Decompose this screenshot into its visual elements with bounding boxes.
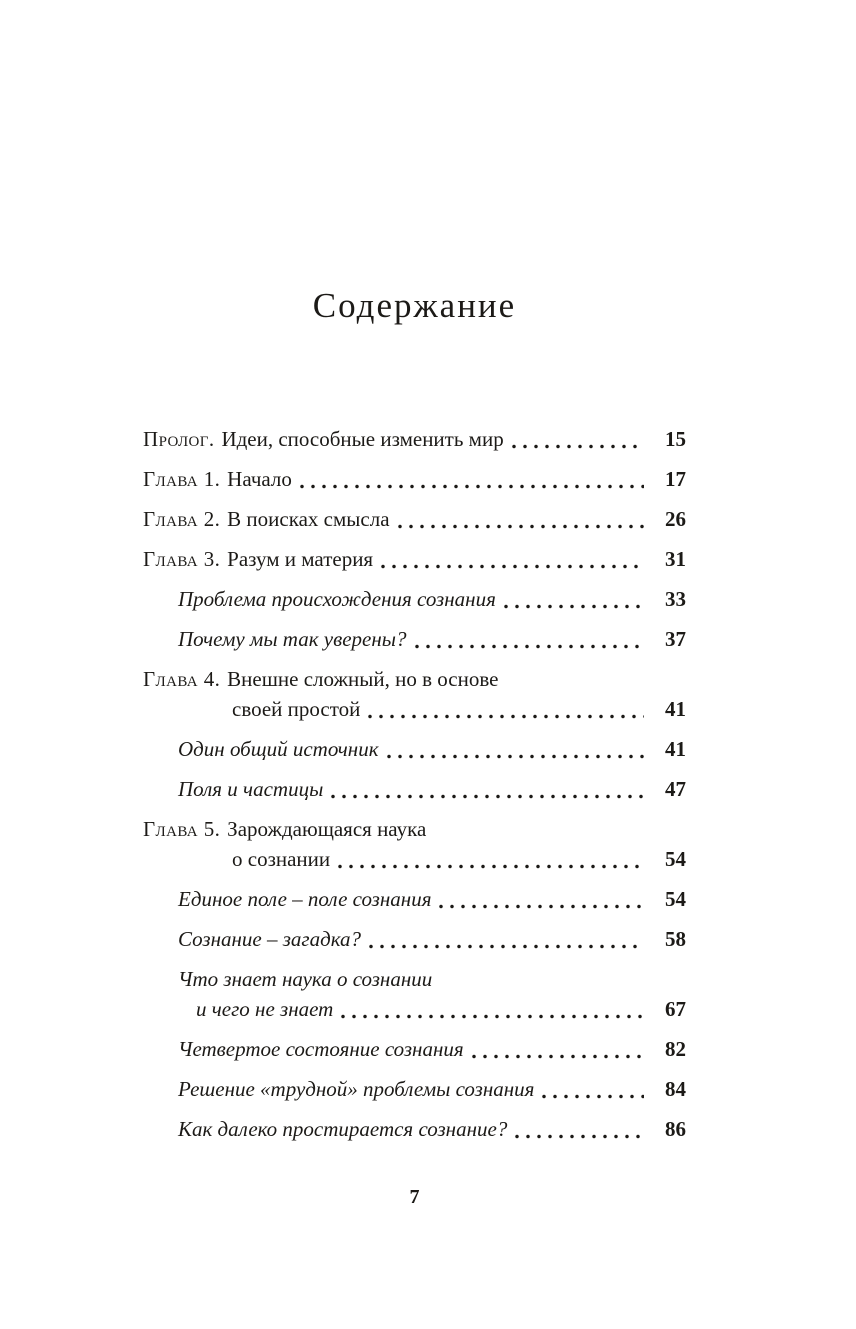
entry-page-number: 47 <box>665 777 686 801</box>
toc-line <box>143 884 686 914</box>
entry-text: В поисках смысла <box>227 507 390 531</box>
toc-line <box>143 994 686 1024</box>
toc-entry <box>143 624 686 654</box>
entry-text: Почему мы так уверены? <box>178 627 407 651</box>
dot-leader <box>387 754 644 759</box>
entry-page-number: 15 <box>665 427 686 451</box>
toc-entry <box>143 964 686 1024</box>
toc-entry <box>143 664 686 724</box>
toc-line <box>143 504 686 534</box>
dot-leader <box>515 1134 644 1139</box>
dot-leader <box>542 1094 644 1099</box>
toc-entry <box>143 814 686 874</box>
dot-leader <box>398 524 644 529</box>
entry-text: Начало <box>227 467 292 491</box>
toc-entry <box>143 504 686 534</box>
entry-prefix: Глава 4. <box>143 667 221 691</box>
dot-leader <box>331 794 644 799</box>
entry-text: Зарождающаяся наука <box>227 817 427 841</box>
dot-leader <box>341 1014 644 1019</box>
dot-leader <box>368 714 644 719</box>
toc-entry <box>143 544 686 574</box>
dot-leader <box>472 1054 644 1059</box>
toc-line <box>143 734 686 764</box>
entry-page-number: 17 <box>665 467 686 491</box>
entry-prefix: Пролог. <box>143 427 215 451</box>
toc-entry <box>143 1074 686 1104</box>
toc-list <box>143 424 686 1154</box>
entry-text: и чего не знает <box>196 997 334 1021</box>
toc-line <box>143 924 686 954</box>
entry-page-number: 58 <box>665 927 686 951</box>
dot-leader <box>504 604 644 609</box>
entry-page-number: 67 <box>665 997 686 1021</box>
toc-line <box>143 624 686 654</box>
entry-page-number: 33 <box>665 587 686 611</box>
entry-page-number: 84 <box>665 1077 686 1101</box>
entry-text: Как далеко простирается сознание? <box>178 1117 508 1141</box>
entry-prefix: Глава 5. <box>143 817 221 841</box>
toc-line <box>143 694 686 724</box>
dot-leader <box>439 904 644 909</box>
toc-entry <box>143 1034 686 1064</box>
toc-line <box>143 544 686 574</box>
toc-entry <box>143 464 686 494</box>
entry-text: Разум и материя <box>227 547 374 571</box>
toc-line <box>143 1034 686 1064</box>
dot-leader <box>512 444 644 449</box>
toc-line <box>143 464 686 494</box>
toc-line <box>143 844 686 874</box>
entry-page-number: 82 <box>665 1037 686 1061</box>
entry-prefix: Глава 2. <box>143 507 221 531</box>
entry-page-number: 26 <box>665 507 686 531</box>
footer-page-number: 7 <box>409 1186 420 1208</box>
entry-page-number: 54 <box>665 847 686 871</box>
entry-page-number: 31 <box>665 547 686 571</box>
toc-line <box>143 584 686 614</box>
toc-entry <box>143 584 686 614</box>
page-title: Содержание <box>312 286 517 325</box>
dot-leader <box>369 944 644 949</box>
entry-text: о сознании <box>232 847 331 871</box>
entry-text: Четвертое состояние сознания <box>178 1037 464 1061</box>
toc-line <box>143 664 686 694</box>
toc-line <box>143 1074 686 1104</box>
entry-text: Один общий источник <box>178 737 379 761</box>
entry-page-number: 37 <box>665 627 686 651</box>
entry-text: Решение «трудной» проблемы сознания <box>178 1077 535 1101</box>
entry-text: Поля и частицы <box>178 777 324 801</box>
toc-entry <box>143 1114 686 1144</box>
toc-entry <box>143 884 686 914</box>
entry-prefix: Глава 3. <box>143 547 221 571</box>
entry-prefix: Глава 1. <box>143 467 221 491</box>
toc-entry <box>143 734 686 764</box>
toc-line <box>143 964 686 994</box>
toc-entry <box>143 774 686 804</box>
entry-text: Сознание – загадка? <box>178 927 362 951</box>
entry-text: Внешне сложный, но в основе <box>227 667 499 691</box>
entry-page-number: 86 <box>665 1117 686 1141</box>
entry-text: Проблема происхождения сознания <box>178 587 496 611</box>
entry-text: Что знает наука о сознании <box>178 967 433 991</box>
dot-leader <box>415 644 645 649</box>
toc-line <box>143 424 686 454</box>
toc-line <box>143 1114 686 1144</box>
dot-leader <box>338 864 644 869</box>
toc-line <box>143 814 686 844</box>
entry-text: Идеи, способные изменить мир <box>221 427 504 451</box>
entry-text: Единое поле – поле сознания <box>178 887 432 911</box>
entry-text: своей простой <box>232 697 361 721</box>
dot-leader <box>300 484 644 489</box>
dot-leader <box>381 564 644 569</box>
entry-page-number: 54 <box>665 887 686 911</box>
entry-page-number: 41 <box>665 737 686 761</box>
toc-entry <box>143 424 686 454</box>
toc-line <box>143 774 686 804</box>
entry-page-number: 41 <box>665 697 686 721</box>
toc-entry <box>143 924 686 954</box>
